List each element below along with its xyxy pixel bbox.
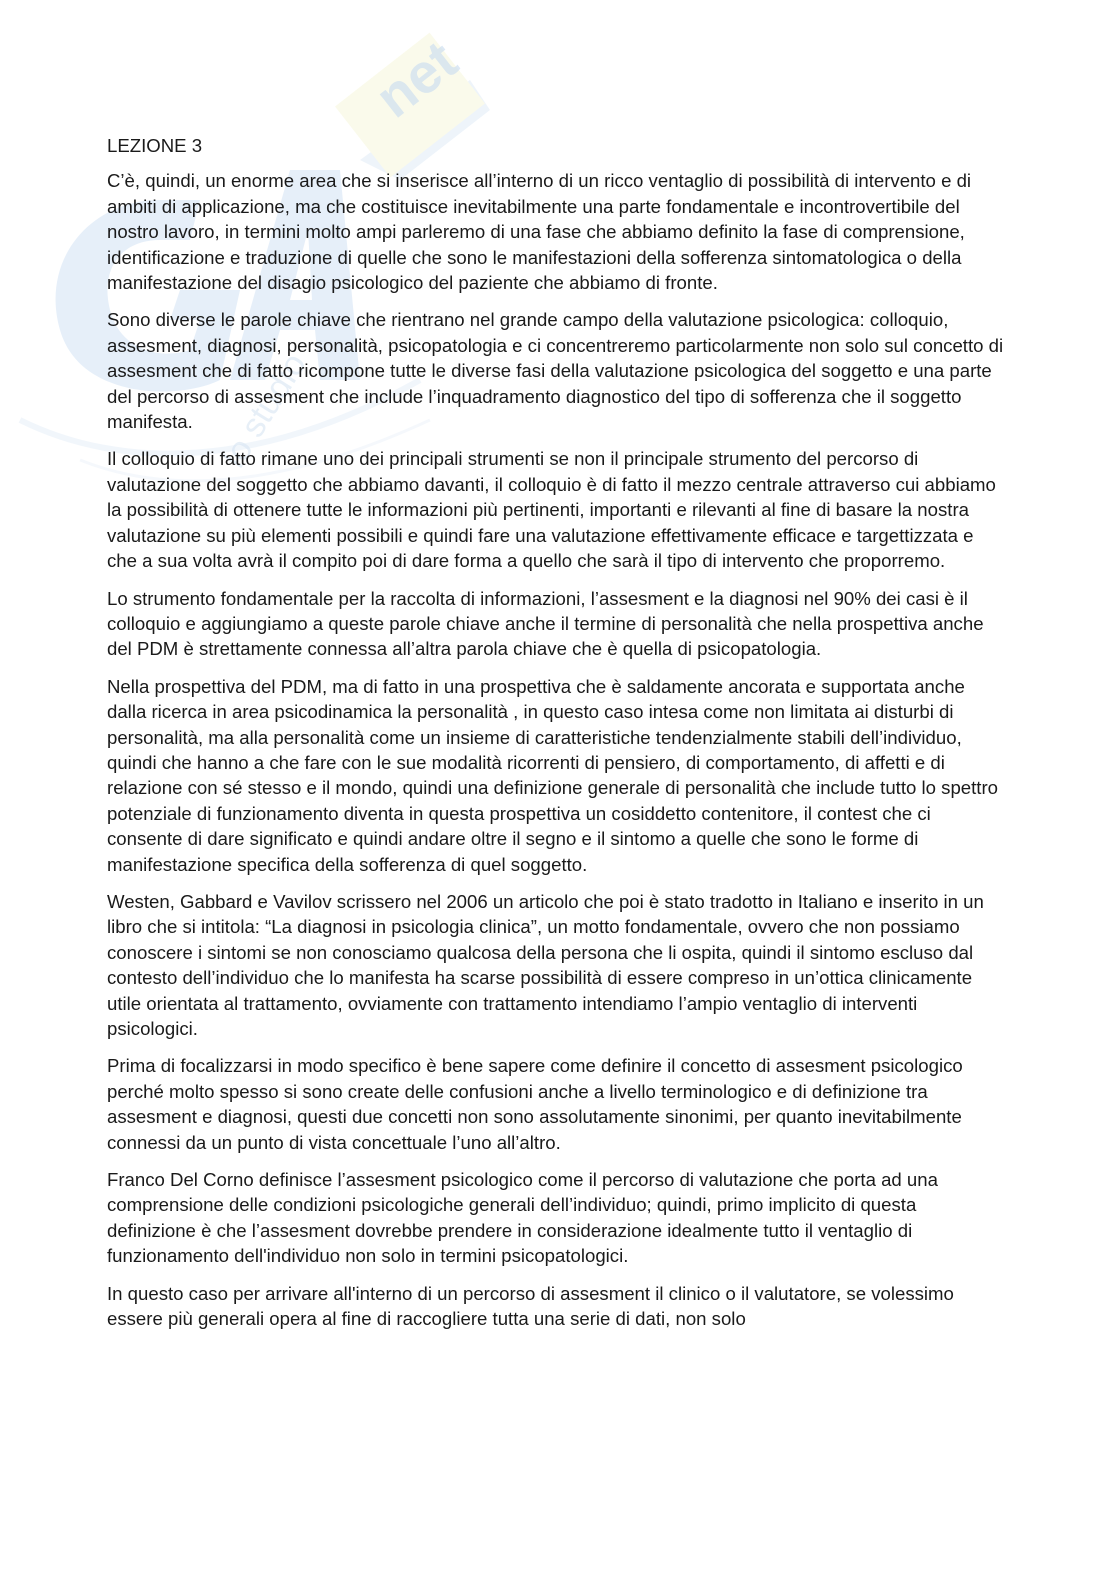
watermark-brand: net: [363, 28, 469, 130]
paragraph-9: In questo caso per arrivare all'interno di un percorso di assesment il clinico o il valutatore, se volessimo essere più generali opera al fine di raccogliere tutta una serie di dati, non solo: [107, 1282, 954, 1330]
paragraph-3: Il colloquio di fatto rimane uno dei principali strumenti se non il principale strumento del percorso di valutazione del soggetto che abbiamo davanti, il colloquio è di fatto il mezzo centrale attraverso cui abbiamo la possibilità di ottenere tutte le informazioni più pertinenti, importanti e rilevanti al fine di basare la nostra valutazione su più elementi possibili e quindi fare una valutazione effettivamente efficace e targettizzata e che a sua volta avrà il compito poi di dare forma a quello che sarà il tipo di intervento che proporremo.: [107, 448, 996, 572]
paragraph-1: C’è, quindi, un enorme area che si inserisce all’interno di un ricco ventaglio di possibilità di intervento e di ambiti di applicazione, ma che costituisce inevitabilmente una parte fondamentale e incontrovertibile del nostro lavoro, in termini molto ampi parleremo di una fase che abbiamo definito la fase di comprensione, identificazione e traduzione di quelle che sono le manifestazioni della sofferenza sintomatologica o della manifestazione del disagio psicologico del paziente che abbiamo di fronte.: [107, 170, 972, 294]
watermark-tagline: lo studio: [214, 346, 314, 475]
paragraph-8: Franco Del Corno definisce l’assesment psicologico come il percorso di valutazione che porta ad una comprensione delle condizioni psicologiche generali dell’individuo; quindi, primo implicito di questa definizione è che l’assesment dovrebbe prendere in considerazione idealmente tutto il ventaglio di funzionamento dell'individuo non solo in termini psicopatologici.: [107, 1169, 938, 1267]
paragraph-5: Nella prospettiva del PDM, ma di fatto in una prospettiva che è saldamente ancorata e supportata anche dalla ricerca in area psicodinamica la personalità , in questo caso intesa come non limitata ai disturbi di personalità, ma alla personalità come un insieme di caratteristiche tendenzialmente stabili dell’individuo, quindi che hanno a che fare con le sue modalità ricorrenti di pensiero, di comportamento, di affetti e di relazione con sé stesso e il mondo, quindi una definizione generale di personalità che include tutto lo spettro potenziale di funzionamento diventa in questa prospettiva un cosiddetto contenitore, il contest che ci consente di dare significato e quindi andare oltre il segno e il sintomo a quelle che sono le forme di manifestazione specifica della sofferenza di quel soggetto.: [107, 675, 999, 875]
paragraph-6: Westen, Gabbard e Vavilov scrissero nel 2006 un articolo che poi è stato tradotto in Italiano e inserito in un libro che si intitola: “La diagnosi in psicologia clinica”, un motto fondamentale, ovvero che non possiamo conoscere i sintomi se non conosciamo qualcosa della persona che li ospita, quindi il sintomo escluso dal contesto dell’individuo che lo manifesta ha scarse possibilità di essere compreso in un’ottica clinicamente utile orientata al trattamento, ovviamente con trattamento intendiamo l’ampio ventaglio di interventi psicologici.: [107, 890, 984, 1039]
lesson-title: LEZIONE 3: [107, 135, 203, 156]
paragraph-4: Lo strumento fondamentale per la raccolta di informazioni, l’assesment e la diagnosi nel 90% dei casi è il colloquio e aggiungiamo a queste parole chiave anche il termine di personalità che nella prospettiva anche del PDM è strettamente connessa all’altra parola chiave che è quella di psicopatologia.: [107, 587, 984, 660]
paragraph-7: Prima di focalizzarsi in modo specifico è bene sapere come definire il concetto di assesment psicologico perché molto spesso si sono create delle confusioni anche a livello terminologico e di definizione tra assesment e diagnosi, questi due concetti non sono assolutamente sinonimi, per quanto inevitabilmente connessi da un punto di vista concettuale l’uno all’altro.: [107, 1055, 963, 1153]
paragraph-2: Sono diverse le parole chiave che rientrano nel grande campo della valutazione psicologica: colloquio, assesment, diagnosi, personalità, psicopatologia e ci concentreremo particolarmente non solo sul concetto di assesment che di fatto ricompone tutte le diverse fasi della valutazione psicologica del soggetto e una parte del percorso di assesment che include l’inquadramento diagnostico del tipo di sofferenza che il soggetto manifesta.: [107, 309, 1004, 433]
document-body: [107, 133, 1007, 1343]
